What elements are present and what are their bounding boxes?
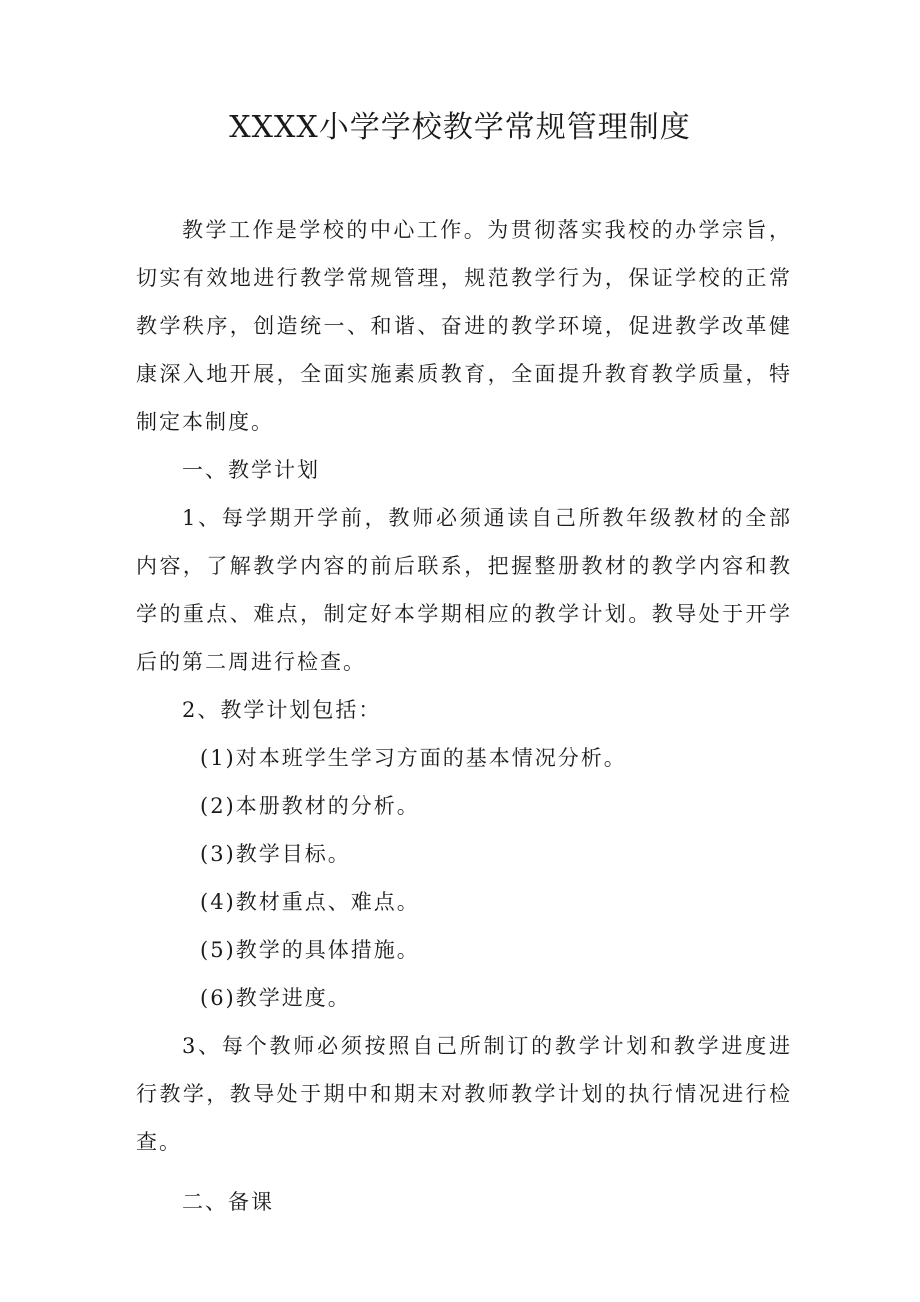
sub-item-2: (2)本册教材的分析。 [200, 794, 420, 818]
sub-item-5: (5)教学的具体措施。 [200, 938, 420, 962]
item-3-paragraph: 3、每个教师必须按照自己所制订的教学计划和教学进度进行教学，教导处于期中和期末对教师教学计划的执行情况进行检查。 [136, 1034, 792, 1154]
item-1-paragraph: 1、每学期开学前，教师必须通读自己所教年级教材的全部内容，了解教学内容的前后联系，把握整册教材的教学内容和教学的重点、难点，制定好本学期相应的教学计划。教导处于开学后的第二周进行检查。 [136, 506, 792, 674]
sub-item-4: (4)教材重点、难点。 [200, 890, 420, 914]
intro-paragraph: 教学工作是学校的中心工作。为贯彻落实我校的办学宗旨，切实有效地进行教学常规管理，规范教学行为，保证学校的正常教学秩序，创造统一、和谐、奋进的教学环境，促进教学改革健康深入地开展，全面实施素质教育，全面提升教育教学质量，特制定本制度。 [136, 218, 792, 434]
section-heading-teaching-plan: 一、教学计划 [182, 458, 320, 482]
item-2-paragraph: 2、教学计划包括： [182, 698, 382, 722]
sub-item-3: (3)教学目标。 [200, 842, 351, 866]
sub-item-1: (1)对本班学生学习方面的基本情况分析。 [200, 746, 627, 770]
document-body [136, 206, 792, 1226]
document-title: XXXX小学学校教学常规管理制度 [229, 110, 691, 145]
section-heading-lesson-prep: 二、备课 [182, 1190, 274, 1214]
sub-item-6: (6)教学进度。 [200, 986, 351, 1010]
